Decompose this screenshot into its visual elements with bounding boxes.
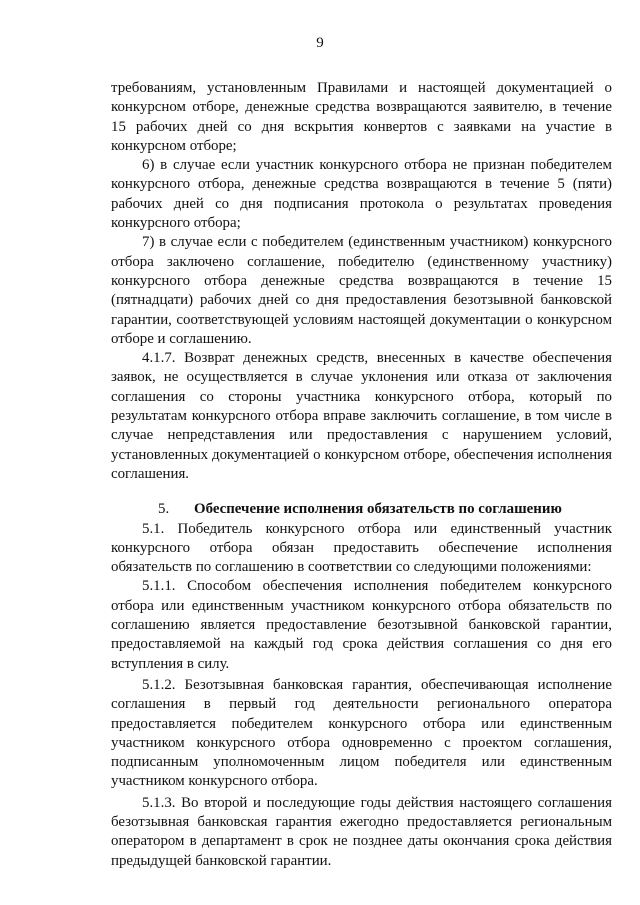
paragraph-5-1: 5.1. Победитель конкурсного отбора или единственный участник конкурсного отбора обязан предоставить обеспечение исполнения обязательств по соглашению в соответствии со следующими положениями:: [111, 520, 612, 576]
paragraph-item-6: 6) в случае если участник конкурсного отбора не признан победителем конкурсного отбора, денежные средства возвращаются в течение 5 (пяти) рабочих дней со дня подписания протокола о результатах проведения конкурсного отбора;: [111, 157, 612, 232]
paragraph-continuation: требованиям, установленным Правилами и настоящей документацией о конкурсном отборе, денежные средства возвращаются заявителю, в течение 15 рабочих дней со дня вскрытия конвертов с заявками на участие в конкурсном отборе;: [111, 80, 612, 154]
page-number: 9: [316, 35, 324, 51]
paragraph-5-1-3: 5.1.3. Во второй и последующие годы действия настоящего соглашения безотзывная банковская гарантия ежегодно предоставляется региональным оператором в департамент в срок не позднее даты окончания срока действия предыдущей банковской гарантии.: [111, 794, 612, 869]
paragraph-5-1-1: 5.1.1. Способом обеспечения исполнения победителем конкурсного отбора или единственным участником конкурсного отбора обязательств по соглашению является предоставление безотзывной банковской гарантии, предоставляемой на каждый год срока действия соглашения со дня его вступления в силу.: [111, 578, 612, 672]
paragraph-5-1-2: 5.1.2. Безотзывная банковская гарантия, обеспечивающая исполнение соглашения в первый год деятельности регионального оператора предоставляется победителем конкурсного отбора или единственным участником конкурсного отбора одновременно с проектом соглашения, подписанным уполномоченным лицом победителя или единственным участником конкурсного отбора.: [111, 676, 612, 790]
section-title: Обеспечение исполнения обязательств по соглашению: [194, 501, 562, 518]
section-heading: [111, 500, 612, 519]
paragraph-item-7: 7) в случае если с победителем (единственным участником) конкурсного отбора заключено соглашение, победителю (единственному участнику) конкурсного отбора денежные средства возвращаются в течение 15 (пятнадцати) рабочих дней со дня предоставления безотзывной банковской гарантии, соответствующей условиям настоящей документации о конкурсном отборе и соглашению.: [111, 234, 612, 347]
section-number: 5.: [158, 501, 170, 518]
paragraph-4-1-7: 4.1.7. Возврат денежных средств, внесенных в качестве обеспечения заявок, не осуществляется в случае уклонения или отказа от заключения соглашения со стороны участника конкурсного отбора, который по результатам конкурсного отбора вправе заключить соглашение, в том числе в случае непредставления или предоставления с нарушением условий, установленных документацией о конкурсном отборе, обеспечения исполнения соглашения.: [111, 350, 612, 482]
document-body: [111, 79, 612, 871]
